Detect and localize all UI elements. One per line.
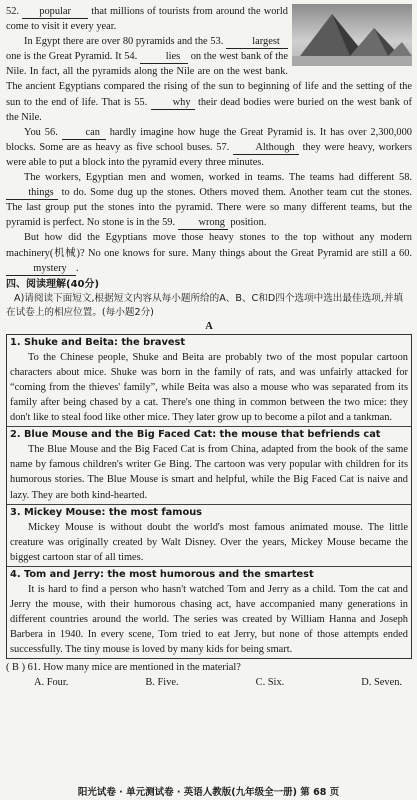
worksheet-page [6,4,412,691]
passage-para-56: You 56. can hardly imagine how huge the Great Pyramid is. It has over 2,300,000 blocks. Some are as heavy as five school buses. 57. Although they were heavy, workers were able to put a block into the pyramid every three minutes. [6,126,412,168]
question-answer: ( B ) [6,662,26,674]
part-label: A [205,320,213,332]
answer-52: popular [22,6,88,19]
answer-54: lies [140,51,188,64]
pyramids-illustration [292,4,412,66]
section-instruction: A)请阅读下面短文,根据短文内容从每小题所给的A、B、C和D四个选项中选出最佳选项,并填在试卷上的相应位置。(每小题2分) [6,292,404,319]
list-item [7,427,411,504]
option-a: A. Four. [34,677,69,689]
item-title: 3. Mickey Mouse: the most famous [10,506,203,518]
list-item [7,567,411,658]
item-title: 4. Tom and Jerry: the most humorous and the smartest [10,568,314,580]
page-footer: 阳光试卷 · 单元测试卷 · 英语人教版(九年级全一册) 第 68 页 [77,787,340,798]
option-c: C. Six. [255,677,285,689]
answer-60: mystery [6,263,76,276]
answer-57: Although [233,142,299,155]
answer-53: largest [226,36,288,49]
answer-59: wrong [178,217,228,230]
option-d: D. Seven. [361,677,402,689]
item-title: 1. Shuke and Beita: the bravest [10,336,186,348]
item-title: 2. Blue Mouse and the Big Faced Cat: the mouse that befriends cat [10,429,381,441]
answer-55: why [151,97,195,110]
question-61 [6,660,412,675]
passage-line-52: 52. popular that millions of tourists from around the world come to visit it every year. [6,6,288,33]
reading-material-box [6,334,412,660]
item-body: To the Chinese people, Shuke and Beita are probably two of the most popular cartoon characters about mice. Shuke was born in the family of rats, and was unfairly attacked for “coming from the thieves' family”, while Beita was also a mouse who was separated from its family after being chased by a cat. There's one thing in common between the two mice: they don't like to steal food like other mice. They later grow up to become a pilot and a tankman. [10,351,408,424]
pyramids-photo [292,4,412,66]
item-body: Mickey Mouse is without doubt the world's most famous animated mouse. The little creature was originally created by Walt Disney. Over the years, Mickey Mouse became the biggest cartoon star of all times. [10,521,408,563]
option-b: B. Five. [145,677,179,689]
passage-para-53: In Egypt there are over 80 pyramids and the 53. largest one is the Great Pyramid. It 54. lies on the west bank of the Nile. In fact, all the pyramids along the Nile are on the west bank. The ancient Egyptians compared the rising of the sun to beginning of life and the setting of the sun to the end of life. That is 55. why their dead bodies were buried on the west bank of the Nile. [6,36,412,123]
question-options [6,675,412,690]
item-body: It is hard to find a person who hasn't watched Tom and Jerry as a child. Tom the cat and Jerry the mouse, with their humorous chasing act, have accompanied many generations in different countries around the world. The series was created by William Hanna and Joseph Barbera in 1940. In every scene, Tom tried to eat Jerry, but none of those attempts ended successfully. The tiny mouse is loved by many kids for being smart. [10,583,408,656]
passage-para-60: But how did the Egyptians move those heavy stones to the top without any modern machinery(机械)? No one knows for sure. Many things about the Great Pyramid are still a 60. mystery . [6,232,412,274]
answer-58: things [6,187,58,200]
answer-56: can [62,127,106,140]
list-item [7,335,411,427]
question-text: 61. How many mice are mentioned in the material? [27,662,241,674]
section-title: 四、阅读理解(40分) [6,278,100,290]
item-body: The Blue Mouse and the Big Faced Cat is from China, adapted from the book of the same name by famous children's writer Ge Bing. The cartoon was very popular with children for its humorous stories. The Blue Mouse is smart and helpful, while the Big Faced Cat is naive and lazy. They are both kind-hearted. [10,444,408,501]
list-item [7,505,411,567]
passage-para-58: The workers, Egyptian men and women, worked in teams. The teams had different 58. things to do. Some dug up the stones. Others moved them. Another team cut the stones. The last group put the stones into the pyramid. There were so many different teams, but the pyramid is perfect. No stone is in the 59. wrong position. [6,172,412,229]
